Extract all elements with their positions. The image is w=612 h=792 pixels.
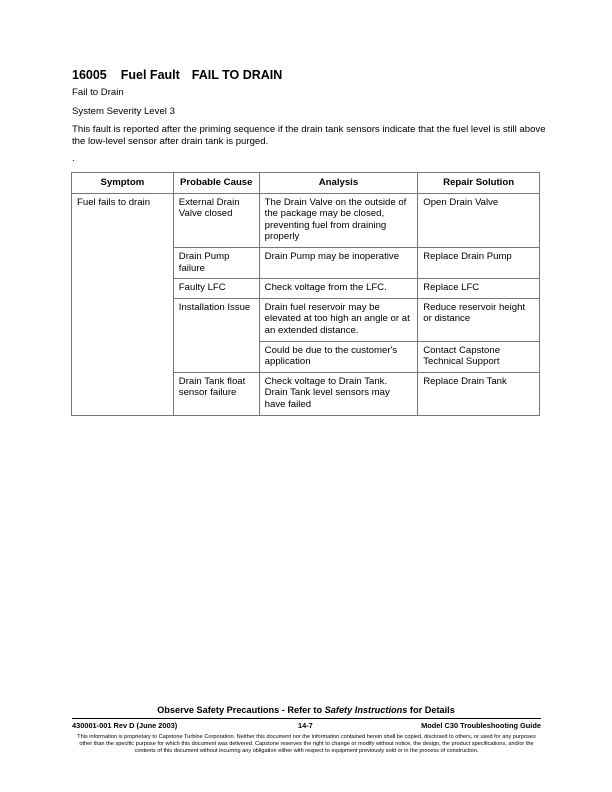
repair-cell: Replace Drain Tank — [418, 372, 540, 415]
cause-cell: Faulty LFC — [173, 279, 259, 299]
safety-instructions-ref: Safety Instructions — [324, 705, 408, 715]
fault-title: FAIL TO DRAIN — [191, 68, 283, 82]
analysis-cell: Check voltage to Drain Tank. Drain Tank level sensors may have failed — [259, 372, 418, 415]
table-row — [72, 193, 540, 247]
header-analysis: Analysis — [259, 173, 418, 194]
symptom-cell: Fuel fails to drain — [72, 193, 174, 415]
troubleshooting-table — [71, 172, 540, 416]
stray-mark: . — [72, 153, 75, 164]
fault-subtitle: Fail to Drain — [72, 87, 124, 98]
repair-cell: Contact Capstone Technical Support — [418, 341, 540, 372]
footer-divider — [72, 718, 541, 719]
repair-cell: Replace Drain Pump — [418, 247, 540, 278]
safety-prefix: Observe Safety Precautions - Refer to — [157, 705, 325, 715]
cause-cell: External Drain Valve closed — [173, 193, 259, 247]
fault-name: Fuel Fault — [120, 68, 180, 82]
fault-code: 16005 — [72, 68, 107, 82]
fault-heading — [72, 68, 282, 82]
guide-title: Model C30 Troubleshooting Guide — [421, 721, 541, 730]
analysis-cell: The Drain Valve on the outside of the package may be closed, preventing fuel from draining properly — [259, 193, 418, 247]
cause-cell: Installation Issue — [173, 298, 259, 372]
header-probable-cause: Probable Cause — [173, 173, 259, 194]
repair-cell: Replace LFC — [418, 279, 540, 299]
safety-suffix: for Details — [407, 705, 455, 715]
cause-cell: Drain Pump failure — [173, 247, 259, 278]
severity-level: System Severity Level 3 — [72, 106, 175, 117]
analysis-cell: Check voltage from the LFC. — [259, 279, 418, 299]
fault-description: This fault is reported after the priming sequence if the drain tank sensors indicate that the fuel level is still above the low-level sensor after drain tank is purged. — [72, 124, 546, 147]
repair-cell: Reduce reservoir height or distance — [418, 298, 540, 341]
analysis-cell: Could be due to the customer's application — [259, 341, 418, 372]
cause-cell: Drain Tank float sensor failure — [173, 372, 259, 415]
analysis-cell: Drain fuel reservoir may be elevated at too high an angle or at an extended distance. — [259, 298, 418, 341]
analysis-cell: Drain Pump may be inoperative — [259, 247, 418, 278]
header-symptom: Symptom — [72, 173, 174, 194]
safety-notice — [0, 705, 612, 715]
repair-cell: Open Drain Valve — [418, 193, 540, 247]
doc-number: 430001-001 Rev D (June 2003) — [72, 721, 178, 730]
legal-notice: This information is proprietary to Capstone Turbine Corporation. Neither this document nor the information contained herein shall be copied, disclosed to others, or used for any purposes other than the specific purpose for which this document was delivered. Capstone reserves the right to change or modify without notice, the design, the product specifications, and/or the contents of this document without incurring any obligation either with respect to equipment previously sold or in the process of construction. — [77, 734, 536, 755]
table-header-row — [72, 173, 540, 194]
header-repair-solution: Repair Solution — [418, 173, 540, 194]
page-number: 14-7 — [298, 721, 313, 730]
